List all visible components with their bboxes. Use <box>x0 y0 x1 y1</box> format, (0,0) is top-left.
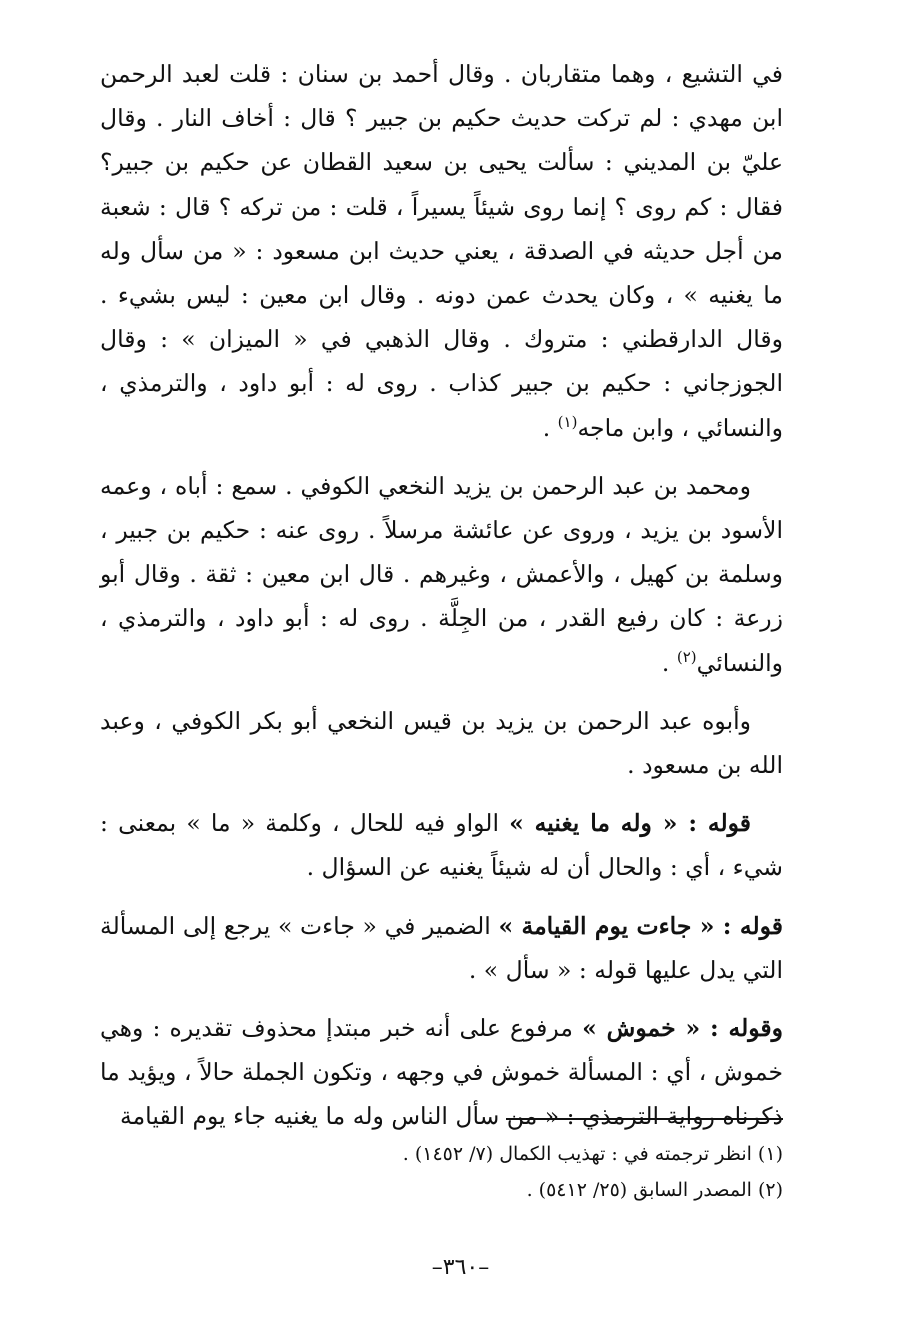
commentary-label: وقوله : « خموش » <box>582 1014 783 1043</box>
footnote-2: (٢) المصدر السابق (٢٥/ ٥٤١٢) . <box>526 1179 783 1201</box>
paragraph-jaat <box>100 904 783 992</box>
paragraph-end: . <box>542 413 558 442</box>
paragraph-text: ومحمد بن عبد الرحمن بن يزيد النخعي الكوفي . سمع : أباه ، وعمه الأسود بن يزيد ، وروى عن عائشة مرسلاً . روى عنه : حكيم بن جبير ، وسلمة بن كهيل ، والأعمش ، وغيرهم . قال ابن معين : ثقة . وقال أبو زرعة : كان رفيع القدر ، من الجِلَّة . روى له : أبو داود ، والترمذي ، والنسائي <box>100 471 783 677</box>
paragraph-gap <box>100 450 783 464</box>
page-number: –٣٦٠– <box>431 1255 490 1280</box>
paragraph-gap <box>100 890 783 904</box>
commentary-text: الواو فيه للحال ، وكلمة « ما » بمعنى : شيء ، أي : والحال أن له شيئاً يغنيه عن السؤال . <box>100 809 783 882</box>
commentary-label: قوله : « وله ما يغنيه » <box>509 809 751 838</box>
footnotes <box>100 1136 783 1208</box>
commentary-text: مرفوع على أنه خبر مبتدإ محذوف تقديره : وهي خموش ، أي : المسألة خموش في وجهه ، وتكون الجملة حالاً ، ويؤيد ما ذكرناه رواية الترمذي : « من سأل الناس وله ما يغنيه جاء يوم القيامة <box>100 1014 783 1131</box>
paragraph-gap <box>100 787 783 801</box>
commentary-label: قوله : « جاءت يوم القيامة » <box>498 911 783 940</box>
footnote-1: (١) انظر ترجمته في : تهذيب الكمال (٧/ ١٤٥٢) . <box>402 1143 783 1165</box>
paragraph-wa-lahu <box>100 801 783 889</box>
paragraph-end: . <box>661 648 677 677</box>
paragraph-father: وأبوه عبد الرحمن بن يزيد بن قيس النخعي أبو بكر الكوفي ، وعبد الله بن مسعود . <box>100 706 783 780</box>
paragraph-gap <box>100 685 783 699</box>
commentary-text: الضمير في « جاءت » يرجع إلى المسألة التي يدل عليها قوله : « سأل » . <box>100 911 783 984</box>
paragraph-hakim-ibn-jubayr <box>100 52 783 450</box>
paragraph-gap <box>100 992 783 1006</box>
paragraph-text: في التشيع ، وهما متقاربان . وقال أحمد بن سنان : قلت لعبد الرحمن ابن مهدي : لم تركت حديث حكيم بن جبير ؟ قال : أخاف النار . وقال عليّ بن المديني : سألت يحيى بن سعيد القطان عن حكيم بن جبير؟ فقال : كم روى ؟ إنما روى شيئاً يسيراً ، قلت : من تركه ؟ قال : شعبة من أجل حديثه في الصدقة ، يعني حديث ابن مسعود : « من سأل وله ما يغنيه » ، وكان يحدث عمن دونه . وقال ابن معين : ليس بشيء . وقال الدارقطني : متروك . وقال الذهبي في « الميزان » : وقال الجوزجاني : حكيم بن جبير كذاب . روى له : أبو داود ، والترمذي ، والنسائي ، وابن ماجه <box>100 60 783 442</box>
footnote-ref-1[interactable]: (١) <box>557 412 578 431</box>
footnote-ref-2[interactable]: (٢) <box>676 647 697 666</box>
footnote-divider <box>506 1118 783 1120</box>
paragraph-muhammad-nakhai <box>100 464 783 685</box>
